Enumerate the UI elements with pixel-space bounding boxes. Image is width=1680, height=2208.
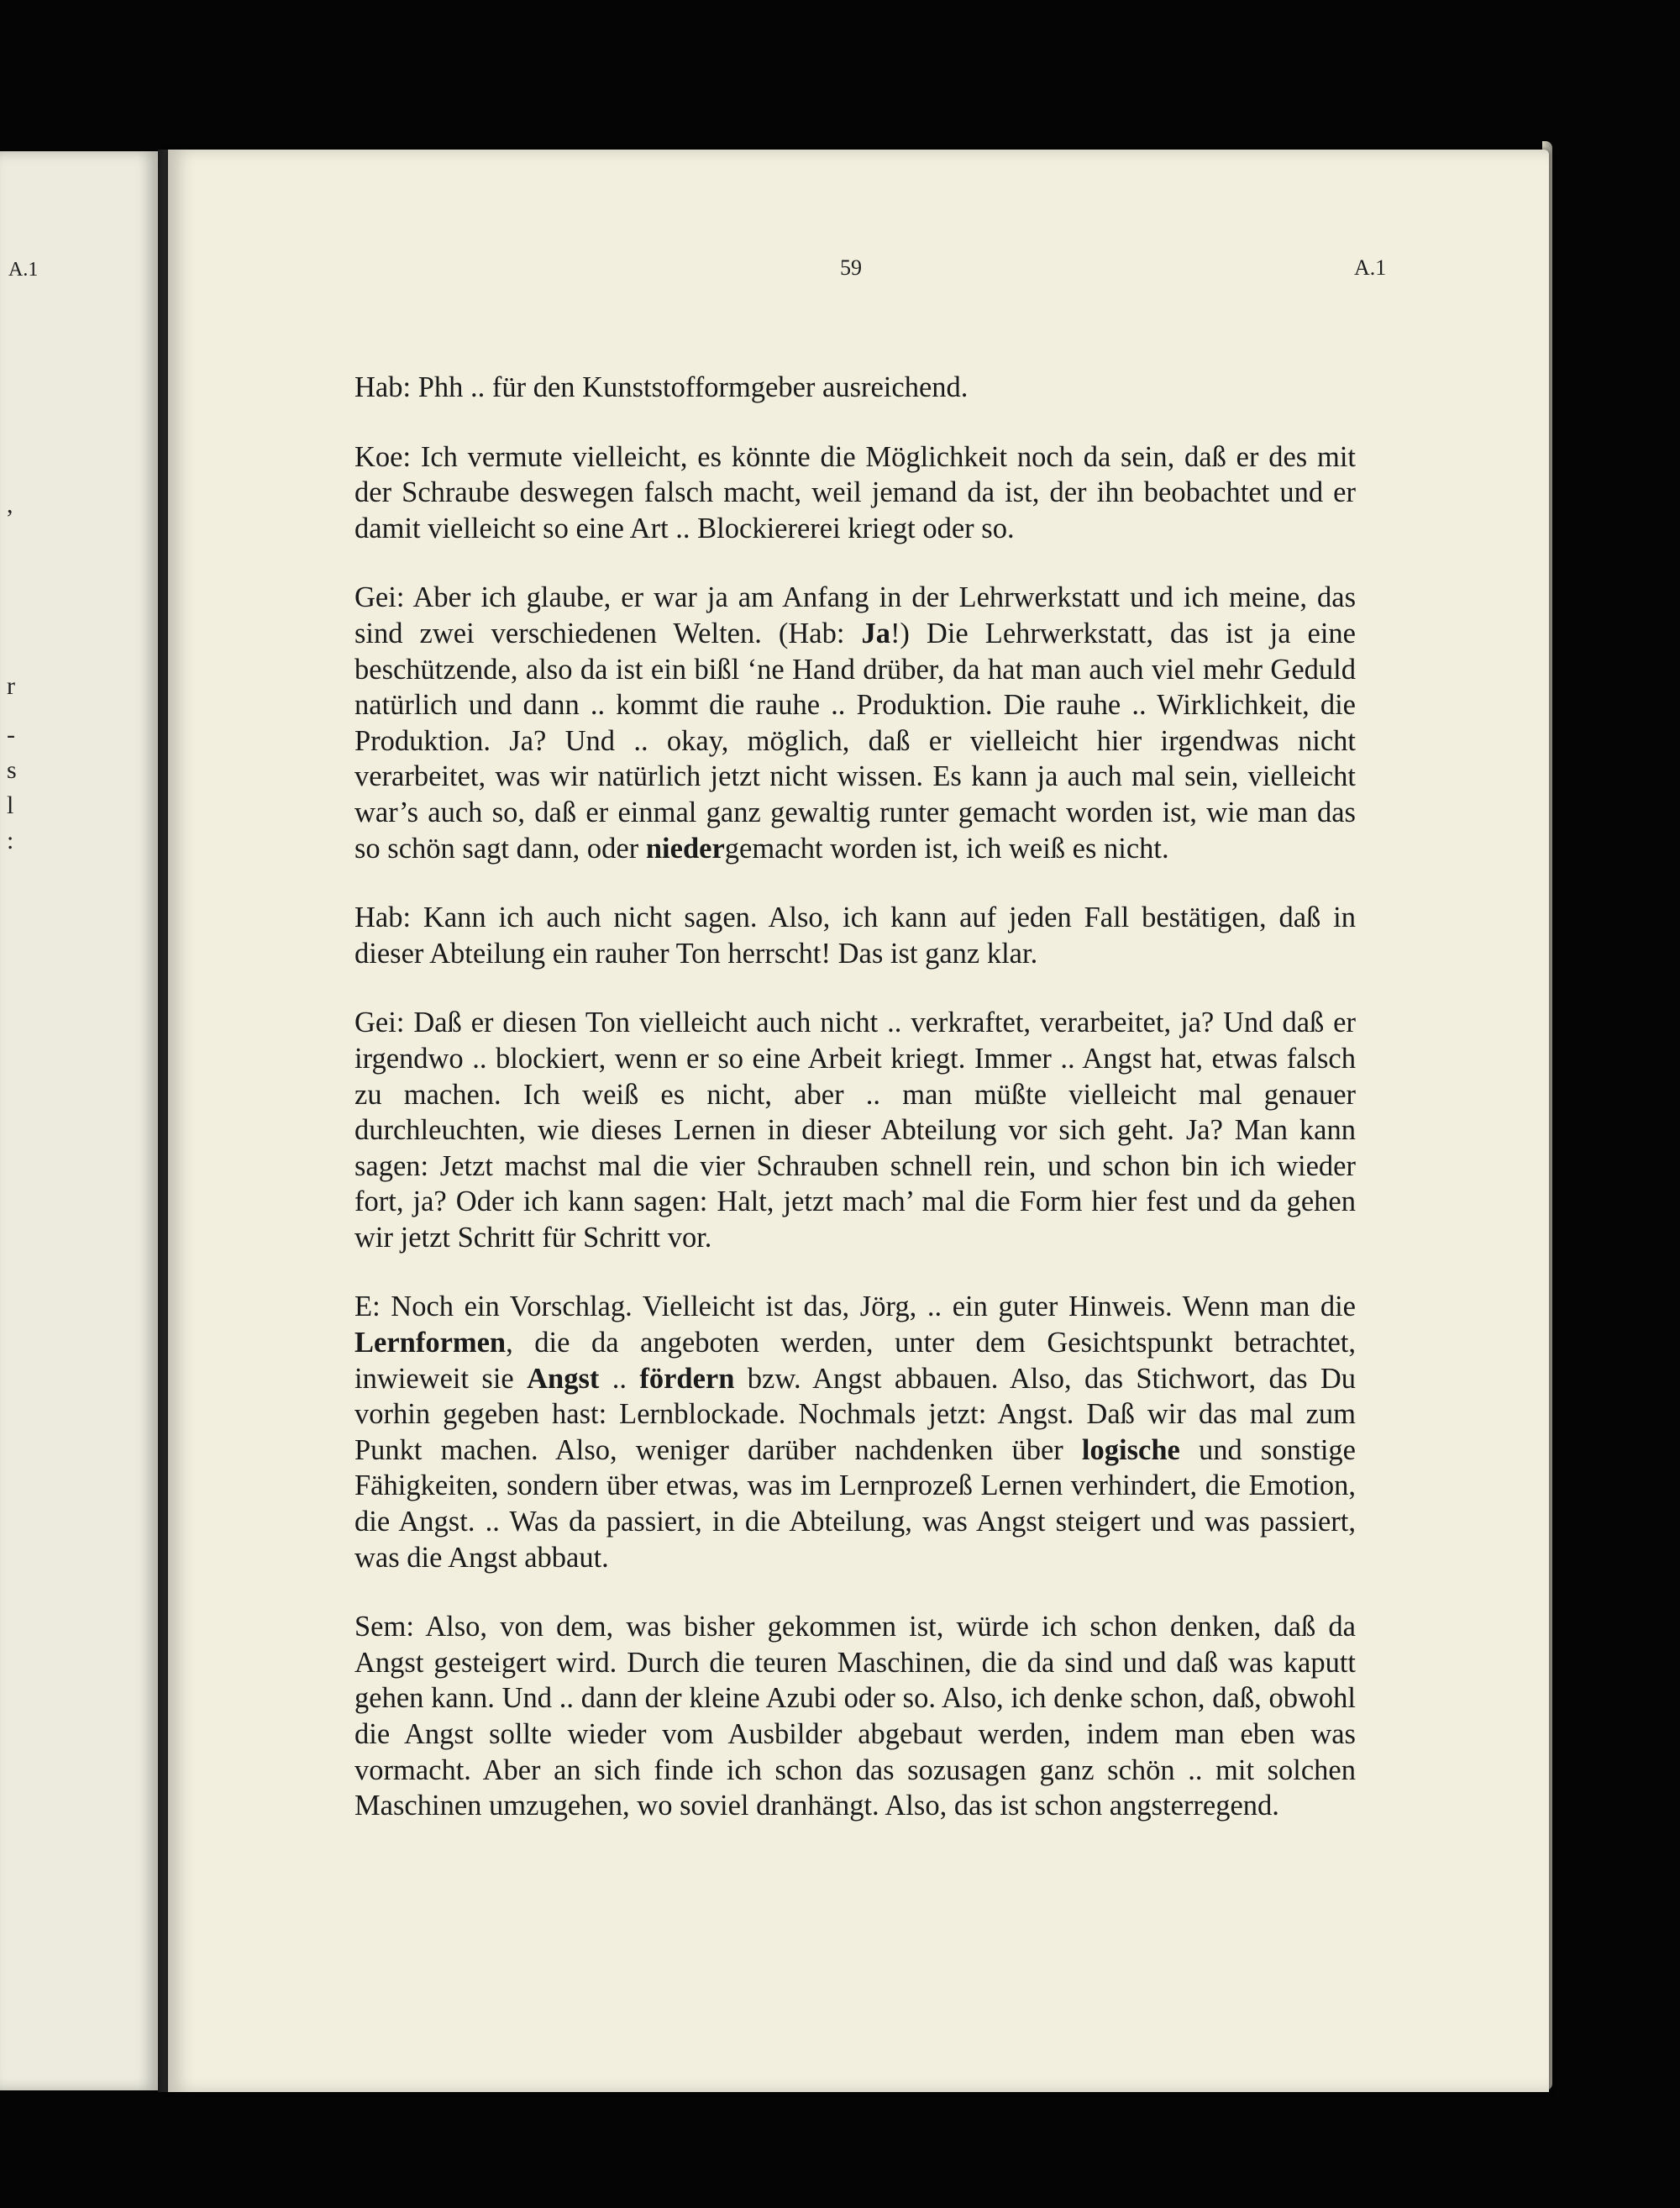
emphasized-text: fördern bbox=[639, 1362, 735, 1395]
paragraph-text: gemacht worden ist, ich weiß es nicht. bbox=[724, 832, 1169, 865]
paragraph-text: !) Die Lehrwerkstatt, das ist ja eine beschützende, also da ist ein bißl ‘ne Hand drüber, da hat man auch viel mehr Geduld natürlich und dann .. kommt die rauhe .. Produktion. Die rauhe .. Wirklichkeit, die Produktion. Ja? Und .. okay, möglich, daß er vielleicht hier irgendwas nicht verarbeitet, was wir natürlich jetzt nicht wissen. Es kann ja auch mal sein, vielleicht war’s auch so, daß er einmal ganz gewaltig runter gemacht worden ist, wie man das so schön sagt dann, oder bbox=[354, 617, 1356, 865]
paragraph-text: E: Noch ein Vorschlag. Vielleicht ist das, Jörg, .. ein guter Hinweis. Wenn man die bbox=[354, 1291, 1356, 1323]
page-number: 59 bbox=[840, 255, 862, 280]
paragraph-text: bzw. Angst abbauen. Also, das Stichwort, das Du vorhin gegeben hast: Lernblockade. Nochmals jetzt: Angst. Daß wir das mal zum Punkt machen. Also, weniger darüber nachdenken über bbox=[354, 1362, 1357, 1466]
transcript-paragraph bbox=[354, 439, 1356, 547]
right-page bbox=[168, 150, 1549, 2092]
margin-fragment: l bbox=[7, 791, 14, 819]
paragraph-text: Gei: Daß er diesen Ton vielleicht auch nicht .. verkraftet, verarbeitet, ja? Und daß er irgendwo .. blockiert, wenn er so eine Arbeit kriegt. Immer .. Angst hat, etwas falsch zu machen. Ich weiß es nicht, aber .. man müßte vielleicht mal genauer durchleuchten, wie dieses Lernen in dieser Abteilung vor sich geht. Ja? Man kann sagen: Jetzt machst mal die vier Schrauben schnell rein, und schon bin ich wieder fort, ja? Oder ich kann sagen: Halt, jetzt mach’ mal die Form hier fest und da gehen wir jetzt Schritt für Schritt vor. bbox=[354, 1007, 1356, 1254]
transcript-paragraph bbox=[354, 370, 1356, 406]
margin-fragment: : bbox=[7, 827, 14, 854]
paragraph-text: Hab: Kann ich auch nicht sagen. Also, ich kann auf jeden Fall bestätigen, daß in dieser Abteilung ein rauher Ton herrscht! Das ist ganz klar. bbox=[354, 902, 1356, 970]
paragraph-text: Koe: Ich vermute vielleicht, es könnte die Möglichkeit noch da sein, daß er des mit der Schraube deswegen falsch macht, weil jemand da ist, der ihn beobachtet und er damit vielleicht so eine Art .. Blockiererei kriegt oder so. bbox=[354, 440, 1356, 544]
paragraph-text: und sonstige Fähigkeiten, sondern über etwas, was im Lernprozeß Lernen verhindert, die Emotion, die Angst. .. Was da passiert, in die Abteilung, was Angst steigert und was passiert, was die Angst abbaut. bbox=[354, 1433, 1356, 1574]
margin-fragment: , bbox=[7, 491, 13, 518]
transcript-paragraph bbox=[354, 1289, 1356, 1575]
paragraph-text: Sem: Also, von dem, was bisher gekommen ist, würde ich schon denken, daß da Angst gesteigert wird. Durch die teuren Maschinen, die da sind und daß was kaputt gehen kann. Und .. dann der kleine Azubi oder so. Also, ich denke schon, daß, obwohl die Angst sollte wieder vom Ausbilder abgebaut werden, indem man eben was vormacht. Aber an sich finde ich schon das sozusagen ganz schön .. mit solchen Maschinen umzugehen, wo soviel dranhängt. Also, das ist schon angsterregend. bbox=[354, 1611, 1356, 1822]
transcript-body bbox=[354, 370, 1356, 1858]
emphasized-text: Lernformen bbox=[354, 1327, 507, 1359]
paragraph-text: Gei: Aber ich glaube, er war ja am Anfang in der Lehrwerkstatt und ich meine, das sind zwei verschiedenen Welten. (Hab: bbox=[354, 581, 1356, 649]
margin-fragment: s bbox=[7, 756, 17, 784]
paragraph-text: .. bbox=[599, 1362, 640, 1395]
transcript-paragraph bbox=[354, 1005, 1356, 1255]
transcript-paragraph bbox=[354, 580, 1356, 866]
emphasized-text: nieder bbox=[645, 832, 725, 865]
margin-fragment: r bbox=[7, 672, 15, 700]
paragraph-text: Hab: Phh .. für den Kunststofformgeber ausreichend. bbox=[354, 371, 969, 403]
transcript-paragraph bbox=[354, 1609, 1356, 1824]
emphasized-text: Angst bbox=[527, 1362, 600, 1395]
emphasized-text: Ja bbox=[861, 617, 890, 649]
chapter-reference: A.1 bbox=[1354, 255, 1387, 280]
paragraph-text: , die da angeboten werden, unter dem Gesichtspunkt betrachtet, inwieweit sie bbox=[354, 1327, 1356, 1395]
left-page bbox=[0, 151, 158, 2090]
margin-fragment: - bbox=[7, 721, 15, 749]
left-page-header: A.1 bbox=[8, 259, 39, 281]
transcript-paragraph bbox=[354, 900, 1356, 971]
emphasized-text: logische bbox=[1081, 1433, 1180, 1466]
